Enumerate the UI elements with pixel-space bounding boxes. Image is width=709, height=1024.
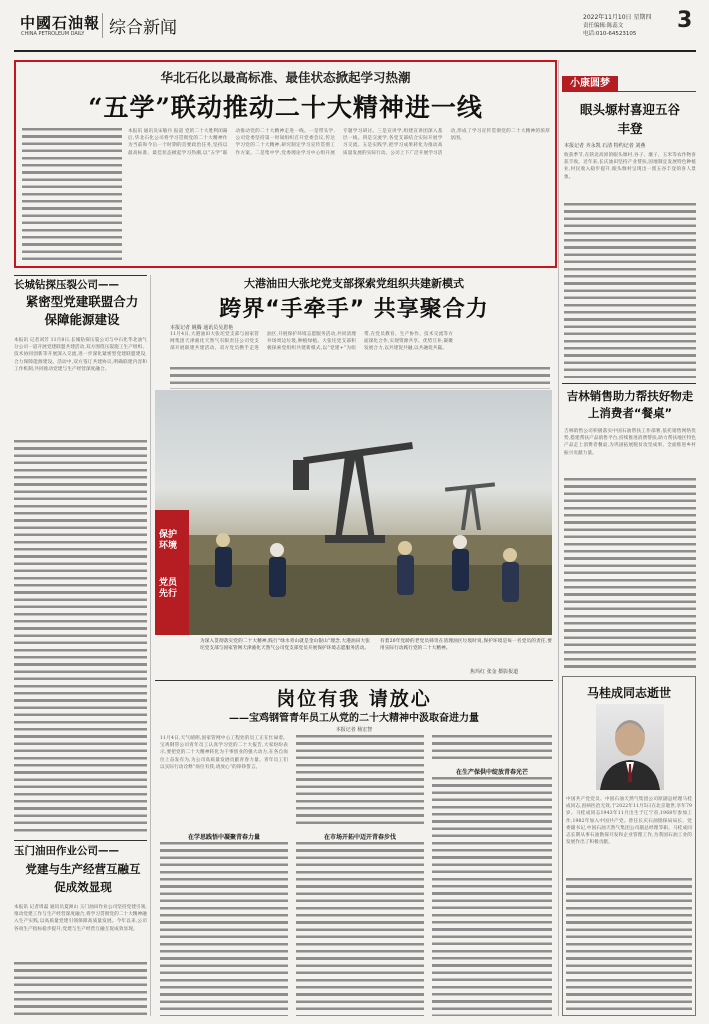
photo-scene bbox=[155, 390, 552, 635]
jilin-body: 吉林销售公司积极落实中国石油帮扶工作部署,依托销售网络优势,搭建帮扶产品销售平台,持续推进消费帮扶,助力帮扶地区特色产品走上消费者餐桌,为巩固拓展脱贫攻坚成果、全面推进乡村振兴贡献力量。 bbox=[564, 429, 696, 456]
bottom-text-col1 bbox=[160, 842, 288, 1016]
masthead-logo: 中國石油報 bbox=[20, 14, 101, 32]
issue-date: 2022年11月10日 星期四 bbox=[583, 14, 652, 21]
left2-top-rule bbox=[14, 840, 147, 841]
obituary-portrait bbox=[596, 704, 664, 790]
left1-body: 本报讯 记者刘芳 11月8日,长城钻探压裂公司与中石化华北油气分公司一道开展党建联盟共建活动,双方围绕压裂施工生产组织、技术协同创新等开展深入交流,进一步深化紧密型党建联盟建设,合力保障能源建设。活动中,双方签订共建协议,明确联建内容和工作机制,共同推动党建与生产经营深度融合。 bbox=[14, 338, 147, 372]
obituary-body: 中国共产党党员、中国石油天然气集团公司原副总经理马桂成同志,因病医治无效,于2022年11月5日在北京逝世,享年79岁。马桂成同志1943年11月出生于辽宁省,1968年参加工作,1982年加入中国共产党。曾任长庆石油勘探局局长、党委副书记,中国石油天然气集团公司副总经理等职。马桂成同志长期从事石油勘探开发和企业管理工作,为我国石油工业的发展作出了积极贡献。 bbox=[566, 797, 692, 846]
column-text-lines bbox=[564, 203, 696, 378]
bottom-subhead: ——宝鸡钢管青年员工从党的二十大精神中汲取奋进力量 bbox=[229, 713, 479, 724]
bottom-subheading-2: 在市场开拓中迈开青春步伐 bbox=[323, 834, 396, 841]
left2-text-lines bbox=[14, 962, 147, 1016]
banner-text-2: 党员先行 bbox=[159, 578, 178, 599]
left1-kicker: 长城钻探压裂公司—— bbox=[14, 279, 119, 291]
mid-text-lines bbox=[170, 367, 550, 389]
section-title: 综合新闻 bbox=[109, 18, 177, 38]
masthead-logo-en: CHINA PETROLEUM DAILY bbox=[21, 31, 85, 37]
bottom-subheading-3: 在生产保供中绽放青春光芒 bbox=[455, 769, 528, 776]
column-headline: 眼头塬村喜迎五谷丰登 bbox=[580, 102, 681, 136]
bottom-headline: 岗位有我 请放心 bbox=[276, 688, 432, 710]
photo-caption-1: 为深入贯彻落实党的二十大精神,践行“绿水青山就是金山银山”理念,大港油田大张坨党支部与国家管网天津液化天然气公司党支部党员开展保护环境志愿服务活动。 bbox=[200, 639, 370, 652]
pumpjack-icon bbox=[293, 442, 413, 543]
jilin-text-lines bbox=[564, 478, 696, 668]
left2-headline: 党建与生产经营互融互促成效显现 bbox=[25, 862, 141, 894]
masthead-rule bbox=[14, 50, 696, 52]
issue-phone: 电话:010-64523105 bbox=[583, 31, 637, 37]
bottom-byline: 本报记者 杨宏智 bbox=[335, 727, 373, 733]
lead-headline: “五学”联动推动二十大精神进一线 bbox=[88, 93, 483, 122]
right-column-divider bbox=[558, 60, 559, 1016]
bottom-text-col3-top bbox=[432, 735, 552, 763]
bottom-text-col3 bbox=[432, 777, 552, 1016]
left1-text-lines bbox=[14, 440, 147, 835]
left1-top-rule bbox=[14, 275, 147, 276]
volunteer-photo bbox=[155, 390, 552, 635]
red-banner bbox=[155, 510, 189, 635]
mid-byline: 本报记者 姚腾 通讯员吴恩艳 bbox=[170, 325, 234, 331]
bottom-body: 11月4日,天气晴朗,国家管网中心工程处的员工正在忙碌着。宝鸡钢管公司青年员工认真学习党的二十大报告,大家纷纷表示,要把党的二十大精神转化为干事创业的强大动力,在各自岗位上奋发有为,为公司高质量发展贡献青春力量。青年员工们以实际行动诠释“岗位有我,请放心”的铮铮誓言。 bbox=[160, 736, 288, 770]
page-number: 3 bbox=[677, 8, 693, 33]
obituary-text-lines bbox=[566, 878, 692, 1012]
left2-body: 本报讯 记者周磊 通讯员夏洲山 玉门油田作业公司坚持党建引领,推动党建工作与生产经营深度融合,将学习贯彻党的二十大精神融入生产实践,以高质量党建引领保障高质量发展。今年以来,公司各项生产指标稳步提升,党建与生产经营互融互促成效显现。 bbox=[14, 905, 147, 932]
lead-body: 本报讯 通讯员宋敏丹 报道 党的二十大胜利闭幕后,华北石化公司将学习贯彻党的二十大精神作为当前和今后一个时期的首要政治任务,坚持以最高标准、最佳状态掀起学习热潮,以“五学”联动推动党的二十大精神走进一线。一是带头学,公司党委坚持第一时间组织召开党委会议,传达学习党的二十大精神,研究制定学习宣传贯彻工作方案。二是集中学,党委理论学习中心组开展专题学习研讨。三是宣讲学,组建宣讲团深入基层一线。四是交流学,各党支部结合实际开展学习交流。五是实践学,把学习成果转化为推动高质量发展的实际行动。公司上下广泛开展学习活动,形成了学习宣传贯彻党的二十大精神的浓厚氛围。 bbox=[128, 129, 550, 156]
jilin-top-rule bbox=[562, 383, 696, 384]
pumpjack-small-icon bbox=[445, 482, 495, 530]
issue-editor: 责任编辑:陈蕊文 bbox=[583, 23, 624, 29]
jilin-headline: 吉林销售助力帮扶好物走上消费者“餐桌” bbox=[566, 389, 694, 420]
lead-kicker: 华北石化以最高标准、最佳状态掀起学习热潮 bbox=[160, 70, 411, 85]
portrait-figure bbox=[596, 704, 664, 790]
bottom-text-col2-top bbox=[296, 735, 424, 825]
masthead bbox=[14, 8, 696, 50]
photo-credit: 焦玛红 张金 摄影报道 bbox=[470, 669, 519, 675]
lead-text-lines bbox=[22, 128, 122, 262]
obituary-title: 马桂成同志逝世 bbox=[586, 686, 671, 700]
banner-text-1: 保护环境 bbox=[159, 530, 178, 551]
masthead-divider bbox=[102, 13, 103, 38]
bottom-text-col2 bbox=[296, 842, 424, 1016]
mid-kicker: 大港油田大张坨党支部探索党组织共建新模式 bbox=[244, 277, 464, 290]
bottom-top-rule bbox=[155, 680, 553, 681]
photo-caption-2: 有着20年党龄的老党员韩奇在清理油区垃圾时说,保护环境是每一名党员的责任,要用实际行动践行党的二十大精神。 bbox=[380, 639, 552, 652]
column-tag: 小康圆梦 bbox=[562, 76, 618, 92]
mid-body: 11月4日,大港油田大张坨党支部与国家管网集团天津液化天然气有限责任公司党支部开展联建共建活动。双方党员携手走进油区,开展保护环境志愿服务活动,共同清理井场周边垃圾,种植绿植。大张坨党支部积极探索党组织共建新模式,以“党建+”为纽带,在党员教育、生产协作、技术交流等方面深化合作,实现资源共享、优势互补,凝聚发展合力,以共建促共融,以共融促共赢。 bbox=[170, 332, 453, 352]
column-body: 收获季节,在陕北高原的眼头塬村,谷子、糜子、玉米等农作物喜获丰收。近年来,长庆油田坚持产业帮扶,因地制宜发展特色种植业,村民收入稳步提升,眼头塬村呈现出一派五谷丰登的喜人景象。 bbox=[564, 153, 696, 180]
left-column-divider bbox=[150, 275, 151, 1016]
left2-kicker: 玉门油田作业公司—— bbox=[14, 845, 119, 857]
left1-headline: 紧密型党建联盟合力保障能源建设 bbox=[25, 294, 139, 327]
bottom-subheading-1: 在学思践悟中凝聚青春力量 bbox=[187, 834, 260, 841]
column-byline: 本报记者 齐永凯 石清 特约记者 刘燕 bbox=[564, 143, 646, 149]
mid-headline: 跨界“手牵手” 共享聚合力 bbox=[219, 297, 489, 322]
column-tag-rule bbox=[618, 91, 696, 92]
